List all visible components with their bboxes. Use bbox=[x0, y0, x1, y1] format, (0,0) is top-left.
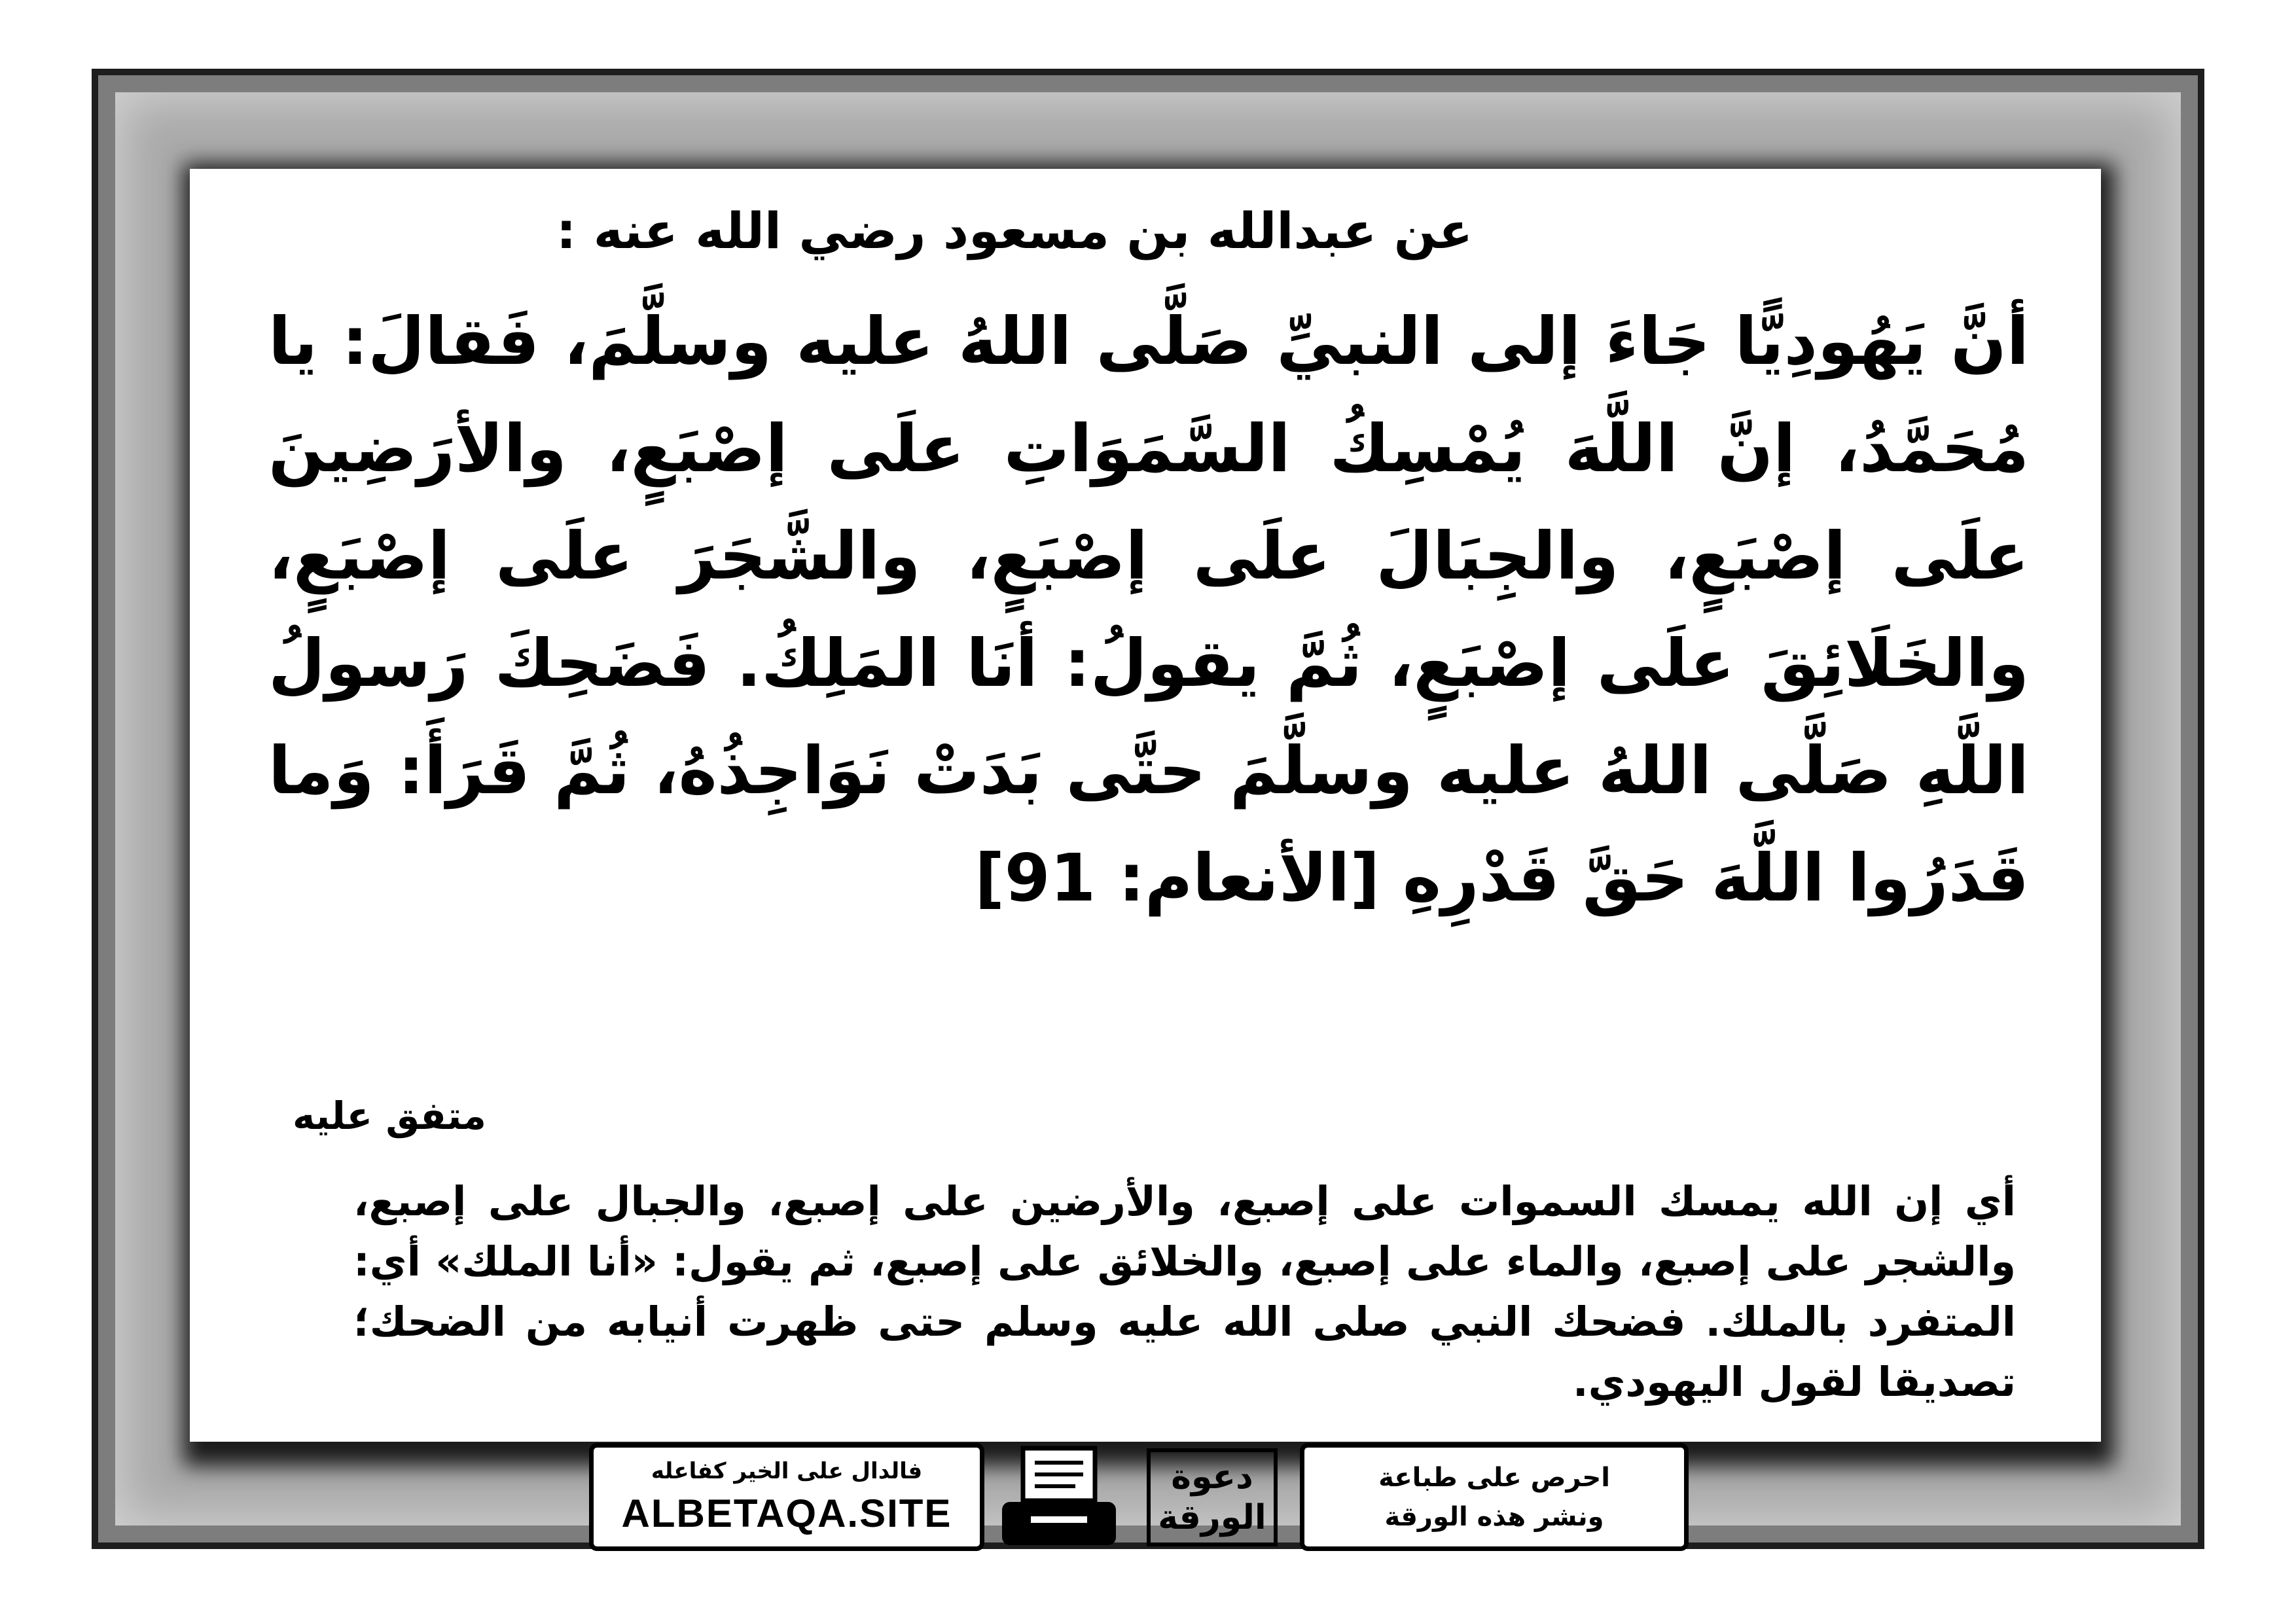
reminder-line-1: احرص على طباعة bbox=[1378, 1462, 1610, 1493]
hadith-source: متفق عليه bbox=[293, 1094, 486, 1138]
footer-bar bbox=[589, 1443, 1708, 1551]
print-reminder-box bbox=[1300, 1443, 1689, 1551]
narrator-line: عن عبدالله بن مسعود رضي الله عنه : bbox=[556, 202, 1473, 260]
proverb-text: فالدال على الخير كفاعله bbox=[651, 1458, 923, 1484]
reminder-line-2: ونشر هذه الورقة bbox=[1384, 1501, 1604, 1532]
explanation-text: أي إن الله يمسك السموات على إصبع، والأرضين على إصبع، والجبال على إصبع، والشجر على إصبع، والماء على إصبع، والخلائق على إصبع، ثم يقول: «أنا الملك» أي: المتفرد بالملك. فضحك النبي صلى الله عليه وسلم حتى ظهرت أنيابه من الضحك؛ تصديقا لقول اليهودي. bbox=[353, 1177, 2016, 1406]
logo-line-1: دعوة bbox=[1171, 1457, 1253, 1497]
hadith-text: أنَّ يَهُودِيًّا جَاءَ إلى النبيِّ صَلَّى اللهُ عليه وسلَّمَ، فَقالَ: يا مُحَمَّدُ، إنَّ اللَّهَ يُمْسِكُ السَّمَوَاتِ علَى إصْبَعٍ، والأرَضِينَ علَى إصْبَعٍ، والجِبَالَ علَى إصْبَعٍ، والشَّجَرَ علَى إصْبَعٍ، والخَلَائِقَ علَى إصْبَعٍ، ثُمَّ يقولُ: أنَا المَلِكُ. فَضَحِكَ رَسولُ اللَّهِ صَلَّى اللهُ عليه وسلَّمَ حتَّى بَدَتْ نَوَاجِذُهُ، ثُمَّ قَرَأَ: وَما قَدَرُوا اللَّهَ حَقَّ قَدْرِهِ [الأنعام: 91] bbox=[268, 303, 2029, 916]
website-link[interactable]: ALBETAQA.SITE bbox=[621, 1491, 952, 1535]
website-box bbox=[589, 1443, 984, 1551]
printer-icon bbox=[994, 1443, 1124, 1551]
dawat-alwaraqa-logo bbox=[1134, 1443, 1291, 1551]
logo-line-2: الورقة bbox=[1158, 1497, 1266, 1537]
